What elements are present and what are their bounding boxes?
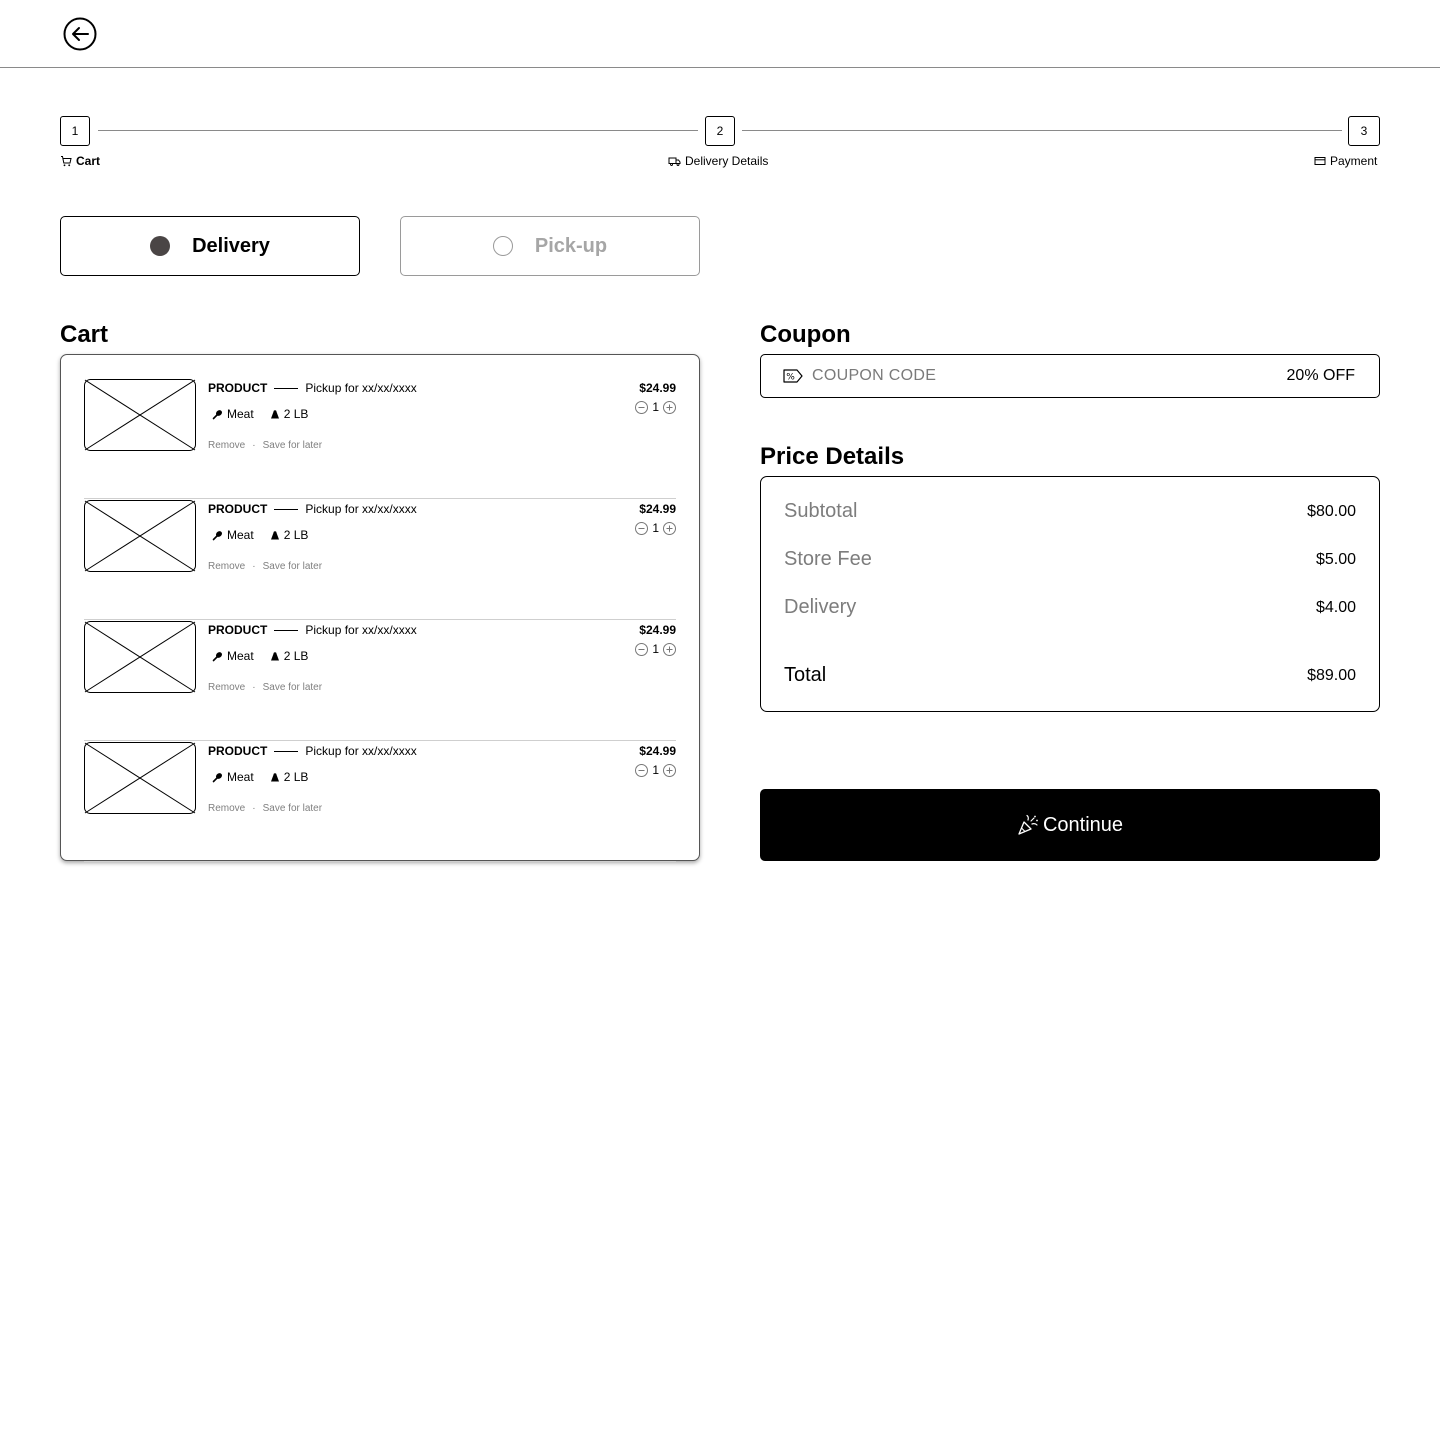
- quantity-stepper: [635, 521, 676, 535]
- truck-icon: [668, 155, 681, 167]
- remove-link[interactable]: Remove: [208, 561, 246, 572]
- meat-drumstick-icon: [212, 651, 223, 662]
- step-3-number[interactable]: 3: [1348, 116, 1380, 146]
- product-weight: 2 LB: [283, 770, 309, 784]
- cart-item: [84, 741, 676, 862]
- price-details-title: Price Details: [760, 443, 905, 470]
- separator-dash: [274, 388, 298, 389]
- step-1-number[interactable]: 1: [60, 116, 90, 146]
- meat-drumstick-icon: [212, 530, 223, 541]
- remove-link[interactable]: Remove: [208, 803, 246, 814]
- save-for-later-link[interactable]: Save for later: [262, 682, 323, 693]
- subtotal-value: $80.00: [1307, 502, 1356, 520]
- delivery-option-button[interactable]: [60, 216, 360, 276]
- weight-icon: [270, 530, 280, 540]
- product-weight: 2 LB: [283, 649, 309, 663]
- product-name[interactable]: PRODUCT: [208, 744, 268, 758]
- cart-item: [84, 378, 676, 499]
- save-for-later-link[interactable]: Save for later: [262, 803, 323, 814]
- dot-separator: ·: [252, 803, 256, 814]
- subtotal-row: [784, 500, 1356, 523]
- product-category: Meat: [227, 407, 254, 421]
- product-image-placeholder: [84, 500, 196, 572]
- increase-quantity-icon[interactable]: [663, 522, 676, 535]
- coupon-field[interactable]: [760, 354, 1380, 398]
- product-price: $24.99: [639, 744, 676, 758]
- dot-separator: ·: [252, 440, 256, 451]
- total-label: Total: [784, 664, 827, 686]
- save-for-later-link[interactable]: Save for later: [262, 440, 323, 451]
- store-fee-row: [784, 548, 1356, 571]
- meat-drumstick-icon: [212, 772, 223, 783]
- quantity-stepper: [635, 763, 676, 777]
- decrease-quantity-icon[interactable]: [635, 764, 648, 777]
- separator-dash: [274, 509, 298, 510]
- continue-button-label: Continue: [1042, 813, 1124, 836]
- subtotal-label: Subtotal: [784, 500, 858, 522]
- continue-button[interactable]: [760, 789, 1380, 861]
- radio-unselected-icon: [493, 236, 513, 256]
- quantity-stepper: [635, 400, 676, 414]
- weight-icon: [270, 409, 280, 419]
- quantity-value: 1: [652, 521, 659, 535]
- increase-quantity-icon[interactable]: [663, 764, 676, 777]
- decrease-quantity-icon[interactable]: [635, 401, 648, 414]
- dot-separator: ·: [252, 561, 256, 572]
- delivery-fee-value: $4.00: [1315, 598, 1356, 616]
- decrease-quantity-icon[interactable]: [635, 522, 648, 535]
- back-arrow-icon[interactable]: [63, 17, 97, 51]
- weight-icon: [270, 772, 280, 782]
- increase-quantity-icon[interactable]: [663, 401, 676, 414]
- checkout-stepper: [60, 116, 1380, 176]
- product-category: Meat: [227, 649, 254, 663]
- pickup-date: Pickup for xx/xx/xxxx: [305, 381, 417, 395]
- product-image-placeholder: [84, 742, 196, 814]
- step-1-label-group[interactable]: [60, 154, 100, 168]
- weight-icon: [270, 651, 280, 661]
- cart-list: [60, 354, 700, 861]
- product-category: Meat: [227, 770, 254, 784]
- cart-item: [84, 499, 676, 620]
- pickup-option-label: Pick-up: [534, 234, 608, 257]
- step-2-number[interactable]: 2: [705, 116, 735, 146]
- coupon-code-input[interactable]: [810, 366, 1287, 386]
- store-fee-label: Store Fee: [784, 548, 872, 570]
- product-weight: 2 LB: [283, 528, 309, 542]
- increase-quantity-icon[interactable]: [663, 643, 676, 656]
- product-weight: 2 LB: [283, 407, 309, 421]
- step-3-label-group[interactable]: [1314, 154, 1377, 168]
- dot-separator: ·: [252, 682, 256, 693]
- product-price: $24.99: [639, 623, 676, 637]
- cart-icon: [60, 155, 72, 167]
- quantity-stepper: [635, 642, 676, 656]
- delivery-option-label: Delivery: [192, 234, 270, 257]
- meat-drumstick-icon: [212, 409, 223, 420]
- remove-link[interactable]: Remove: [208, 682, 246, 693]
- product-name[interactable]: PRODUCT: [208, 623, 268, 637]
- pickup-date: Pickup for xx/xx/xxxx: [305, 744, 417, 758]
- card-icon: [1314, 155, 1326, 167]
- product-image-placeholder: [84, 379, 196, 451]
- product-name[interactable]: PRODUCT: [208, 381, 268, 395]
- product-category: Meat: [227, 528, 254, 542]
- stepper-connector: [742, 130, 1342, 131]
- step-2-label-group[interactable]: [668, 154, 768, 168]
- product-image-placeholder: [84, 621, 196, 693]
- step-1-label: Cart: [76, 154, 101, 168]
- quantity-value: 1: [652, 763, 659, 777]
- decrease-quantity-icon[interactable]: [635, 643, 648, 656]
- top-bar: [0, 0, 1440, 68]
- pickup-date: Pickup for xx/xx/xxxx: [305, 502, 417, 516]
- pickup-option-button[interactable]: [400, 216, 700, 276]
- quantity-value: 1: [652, 400, 659, 414]
- coupon-discount: 20% OFF: [1286, 367, 1355, 384]
- total-value: $89.00: [1307, 666, 1356, 684]
- coupon-tag-icon: [783, 369, 803, 383]
- cart-title: Cart: [60, 321, 109, 348]
- step-2-label: Delivery Details: [685, 154, 769, 168]
- svg-text:%: %: [786, 372, 795, 383]
- store-fee-value: $5.00: [1315, 550, 1356, 568]
- radio-selected-icon: [150, 236, 170, 256]
- price-details-card: [760, 476, 1380, 712]
- separator-dash: [274, 630, 298, 631]
- remove-link[interactable]: Remove: [208, 440, 246, 451]
- save-for-later-link[interactable]: Save for later: [262, 561, 323, 572]
- delivery-fee-row: [784, 596, 1356, 619]
- stepper-connector: [98, 130, 698, 131]
- step-3-label: Payment: [1330, 154, 1378, 168]
- delivery-fee-label: Delivery: [784, 596, 857, 618]
- product-name[interactable]: PRODUCT: [208, 502, 268, 516]
- pickup-date: Pickup for xx/xx/xxxx: [305, 623, 417, 637]
- product-price: $24.99: [639, 502, 676, 516]
- quantity-value: 1: [652, 642, 659, 656]
- party-popper-icon: [1017, 814, 1039, 836]
- total-row: [784, 664, 1356, 687]
- separator-dash: [274, 751, 298, 752]
- coupon-title: Coupon: [760, 321, 851, 348]
- cart-item: [84, 620, 676, 741]
- product-price: $24.99: [639, 381, 676, 395]
